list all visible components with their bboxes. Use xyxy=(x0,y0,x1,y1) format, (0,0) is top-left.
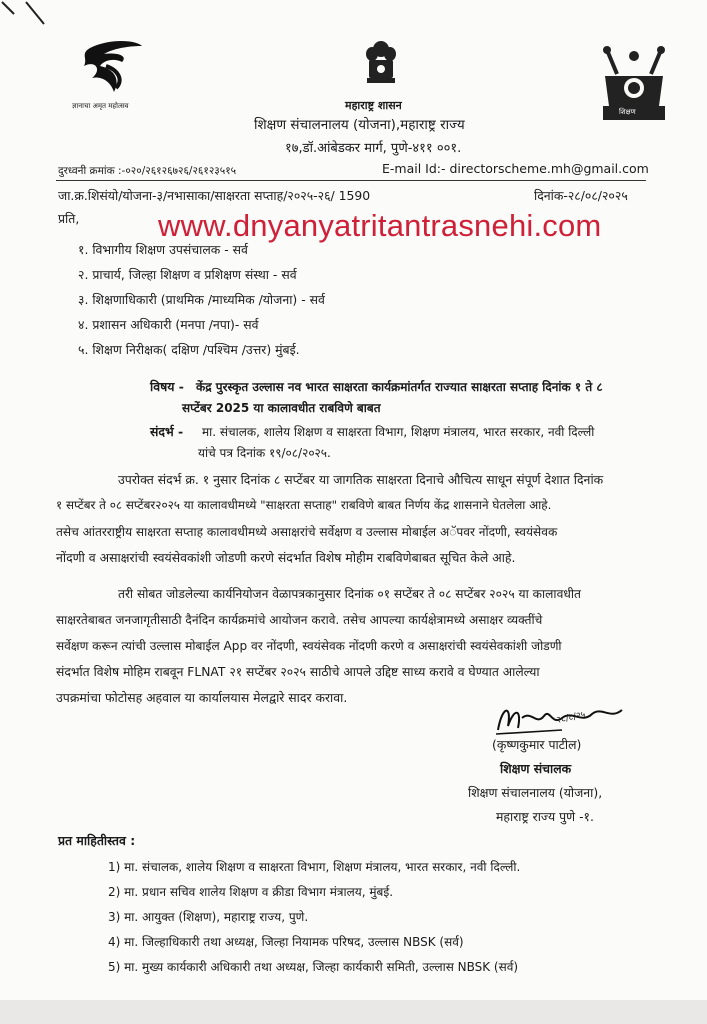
office-address: १७,डॉ.आंबेडकर मार्ग, पुणे-४११ ००१. xyxy=(285,141,462,156)
email-address[interactable]: E-mail Id:- directorscheme.mh@gmail.com xyxy=(382,161,649,176)
recipient-item: ५. शिक्षण निरीक्षक( दक्षिण /पश्चिम /उत्तर) मुंबई. xyxy=(78,342,300,357)
to-label: प्रति, xyxy=(58,211,80,226)
copy-to-item: 5) मा. मुख्य कार्यकारी अधिकारी तथा अध्यक्ष, जिल्हा कार्यकारी समिती, उल्लास NBSK (सर्व) xyxy=(108,960,519,974)
ashoka-emblem-icon xyxy=(364,40,398,90)
state-govt-label: महाराष्ट्र शासन xyxy=(345,99,402,112)
signatory-office: शिक्षण संचालनालय (योजना), xyxy=(468,785,603,800)
signatory-place: महाराष्ट्र राज्य पुणे -१. xyxy=(496,809,594,824)
body-line: उपरोक्त संदर्भ क्र. १ नुसार दिनांक ८ सप्टेंबर या जागतिक साक्षरता दिनाचे औचित्य साधून संपूर्ण देशात दिनांक xyxy=(118,472,604,487)
subject-label: विषय - xyxy=(150,379,184,394)
department-seal xyxy=(597,44,671,126)
header-divider xyxy=(56,180,646,181)
copy-to-label: प्रत माहितीस्तव : xyxy=(58,833,136,848)
reference-line: यांचे पत्र दिनांक १९/०८/२०२५. xyxy=(198,446,331,460)
reference-label: संदर्भ - xyxy=(150,424,184,439)
copy-to-item: 4) मा. जिल्हाधिकारी तथा अध्यक्ष, जिल्हा नियामक परिषद, उल्लास NBSK (सर्व) xyxy=(108,935,464,949)
body-line: साक्षरतेबाबत जनजागृतीसाठी दैनंदिन कार्यक्रमांचे आयोजन करावे. तसेच आपल्या कार्यक्षेत्रामध्ये असाक्षर व्यक्तींचे xyxy=(56,613,543,627)
recipient-item: ४. प्रशासन अधिकारी (मनपा /नपा)- सर्व xyxy=(78,317,259,332)
signature-date: २८/८/२५ xyxy=(555,710,587,726)
recipient-item: ३. शिक्षणाधिकारी (प्राथमिक /माध्यमिक /योजना) - सर्व xyxy=(78,292,325,307)
amrit-mahotsav-logo xyxy=(70,36,156,110)
copy-to-item: 3) मा. आयुक्त (शिक्षण), महाराष्ट्र राज्य, पुणे. xyxy=(108,910,309,924)
body-line: १ सप्टेंबर ते ०८ सप्टेंबर२०२५ या कालावधीमध्ये "साक्षरता सप्ताह" राबविणे बाबत निर्णय केंद्र शासनाने घेतलेला आहे. xyxy=(56,498,552,512)
subject-line: केंद्र पुरस्कृत उल्लास नव भारत साक्षरता कार्यक्रमांतर्गत राज्यात साक्षरता सप्ताह दिनांक १ ते ८ xyxy=(196,380,603,394)
subject-line: सप्टेंबर 2025 या कालावधीत राबविणे बाबत xyxy=(182,401,381,415)
body-line: संदर्भात विशेष मोहिम राबवून FLNAT २१ सप्टेंबर २०२५ साठीचे आपले उद्दिष्ट साध्य करावे व घेण्यात आलेल्या xyxy=(56,665,540,679)
page-bottom-edge xyxy=(0,1000,707,1024)
national-emblem xyxy=(364,40,398,94)
office-title: शिक्षण संचालनालय (योजना),महाराष्ट्र राज्य xyxy=(254,117,465,133)
reference-line: मा. संचालक, शालेय शिक्षण व साक्षरता विभाग, शिक्षण मंत्रालय, भारत सरकार, नवी दिल्ली xyxy=(202,425,595,439)
recipient-item: १. विभागीय शिक्षण उपसंचालक - सर्व xyxy=(78,242,248,257)
body-line: नोंदणी व असाक्षरांची स्वयंसेवकांशी जोडणी करणे संदर्भात विशेष मोहीम राबविणेबाबत सूचित केले आहे. xyxy=(56,550,516,565)
reference-number: जा.क्र.शिसंयो/योजना-३/नभासाका/साक्षरता सप्ताह/२०२५-२६/ 1590 xyxy=(58,188,371,203)
letter-date: दिनांक-२८/०८/२०२५ xyxy=(534,188,628,203)
seal-caption: शिक्षण xyxy=(619,108,636,116)
copy-to-item: 1) मा. संचालक, शालेय शिक्षण व साक्षरता विभाग, शिक्षण मंत्रालय, भारत सरकार, नवी दिल्ली. xyxy=(108,860,521,874)
recipient-item: २. प्राचार्य, जिल्हा शिक्षण व प्रशिक्षण संस्था - सर्व xyxy=(78,267,297,282)
body-line: तसेच आंतरराष्ट्रीय साक्षरता सप्ताह कालावधीमध्ये असाक्षरांचे सर्वेक्षण व उल्लास मोबाईल अॅपवर नोंदणी, स्वयंसेवक xyxy=(56,525,558,539)
copy-to-item: 2) मा. प्रधान सचिव शालेय शिक्षण व क्रीडा विभाग मंत्रालय, मुंबई. xyxy=(108,885,394,899)
body-line: उपक्रमांचा फोटोसह अहवाल या कार्यालयास मेलद्वारे सादर करावा. xyxy=(56,690,348,705)
phone-number: दुरध्वनी क्रमांक :-०२०/२६१२६७२६/२६१२३५१५ xyxy=(58,165,237,177)
signatory-title: शिक्षण संचालक xyxy=(500,761,572,776)
mahotsav-logo-icon xyxy=(70,36,156,106)
body-line: तरी सोबत जोडलेल्या कार्यनियोजन वेळापत्रकानुसार दिनांक ०१ सप्टेंबर ते ०८ सप्टेंबर २०२५ या कालावधीत xyxy=(118,587,581,601)
corner-scribble xyxy=(0,0,50,30)
signatory-name: (कृष्णकुमार पाटील) xyxy=(492,737,582,752)
body-line: सर्वेक्षण करून त्यांची उल्लास मोबाईल App वर नोंदणी, स्वयंसेवक नोंदणी करणे व असाक्षरांची स्वयंसेवकांशी जोडणी xyxy=(56,639,562,653)
logo-tagline: ज्ञानाचा अमृत महोत्सव xyxy=(72,102,129,110)
website-watermark: www.dnyanyatritantrasnehi.com xyxy=(158,208,602,243)
